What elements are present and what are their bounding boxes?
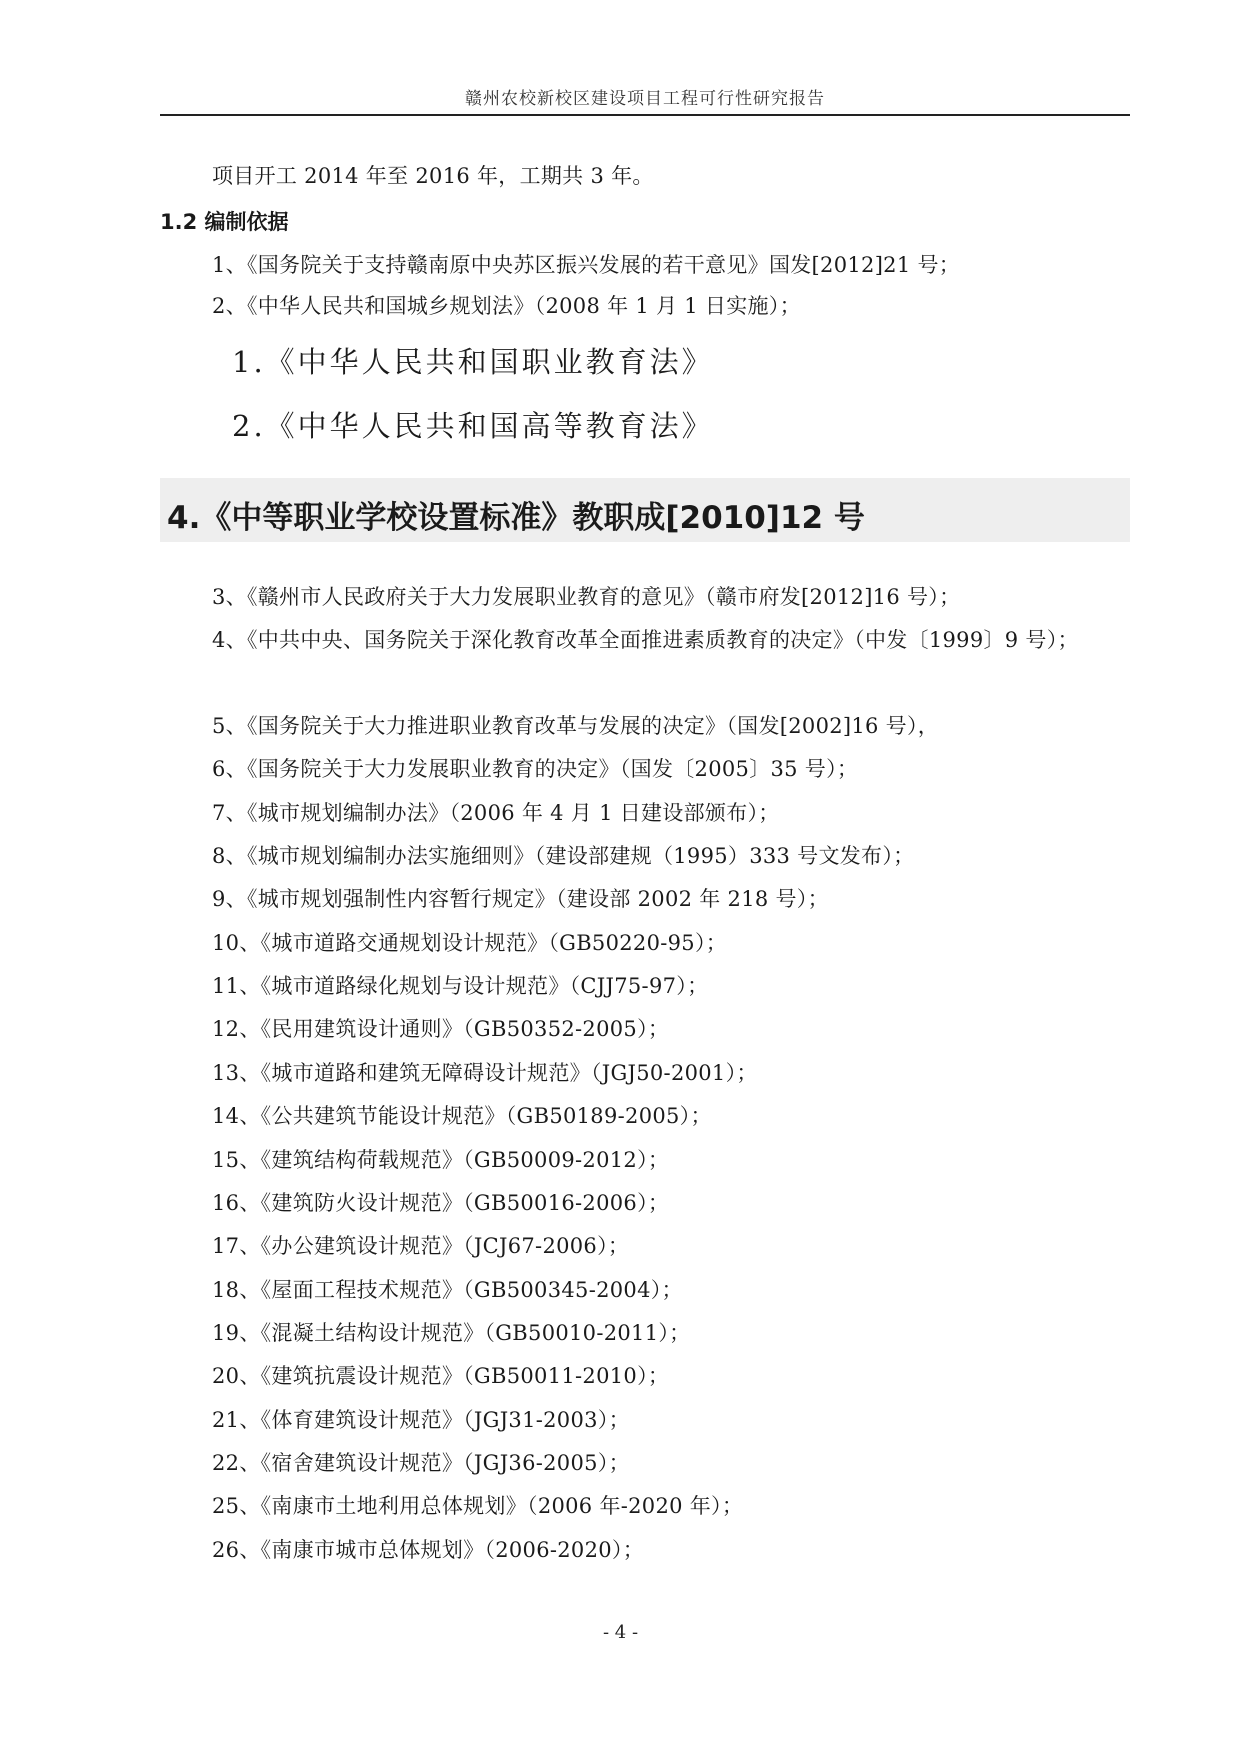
reference-item: 15、《建筑结构荷载规范》（GB50009-2012）； [212,1147,670,1172]
reference-item: 22、《宿舍建筑设计规范》（JGJ36-2005）； [212,1450,630,1475]
reference-item: 14、《公共建筑节能设计规范》（GB50189-2005）； [212,1104,712,1129]
reference-item: 11、《城市道路绿化规划与设计规范》（CJJ75-97）； [212,974,709,999]
section-heading: 1.2 编制依据 [160,210,289,234]
reference-item: 16、《建筑防火设计规范》（GB50016-2006）； [212,1190,670,1215]
reference-item: 21、《体育建筑设计规范》（JGJ31-2003）； [212,1407,630,1432]
intro-paragraph: 项目开工 2014 年至 2016 年，工期共 3 年。 [212,164,654,188]
reference-item: 17、《办公建筑设计规范》（JCJ67-2006）； [212,1234,630,1259]
law-item: 1.《中华人民共和国职业教育法》 [232,345,714,379]
reference-item: 12、《民用建筑设计通则》（GB50352-2005）； [212,1017,670,1042]
reference-item: 13、《城市道路和建筑无障碍设计规范》（JGJ50-2001）； [212,1060,758,1085]
reference-item: 20、《建筑抗震设计规范》（GB50011-2010）； [212,1364,670,1389]
reference-item: 10、《城市道路交通规划设计规范》（GB50220-95）； [212,930,728,955]
highlight-heading: 4.《中等职业学校设置标准》教职成[2010]12 号 [167,500,865,536]
reference-item: 19、《混凝土结构设计规范》（GB50010-2011）； [212,1320,691,1345]
reference-item: 3、《赣州市人民政府关于大力发展职业教育的意见》（赣市府发[2012]16 号）； [212,585,961,609]
page-header: 赣州农校新校区建设项目工程可行性研究报告 [465,89,825,109]
reference-item-wrapped: 4、《中共中央、国务院关于深化教育改革全面推进素质教育的决定》（中发〔1999〕9 号）； [212,628,1079,652]
header-divider [160,114,1130,116]
page-number: - 4 - [602,1622,639,1643]
reference-item: 1、《国务院关于支持赣南原中央苏区振兴发展的若干意见》国发[2012]21 号； [212,253,961,277]
reference-item: 25、《南康市土地利用总体规划》（2006 年-2020 年）； [212,1494,744,1519]
reference-item: 18、《屋面工程技术规范》（GB500345-2004）； [212,1277,683,1302]
reference-item: 2、《中华人民共和国城乡规划法》（2008 年 1 月 1 日实施）； [212,294,801,318]
reference-item: 8、《城市规划编制办法实施细则》（建设部建规（1995）333 号文发布）； [212,844,915,869]
reference-item: 5、《国务院关于大力推进职业教育改革与发展的决定》（国发[2002]16 号）， [212,714,940,738]
reference-item: 6、《国务院关于大力发展职业教育的决定》（国发〔2005〕35 号）； [212,757,859,782]
reference-item: 9、《城市规划强制性内容暂行规定》（建设部 2002 年 218 号）； [212,887,829,912]
reference-item: 26、《南康市城市总体规划》（2006-2020）； [212,1537,645,1562]
reference-item: 7、《城市规划编制办法》（2006 年 4 月 1 日建设部颁布）； [212,800,780,825]
law-item: 2.《中华人民共和国高等教育法》 [232,409,714,443]
